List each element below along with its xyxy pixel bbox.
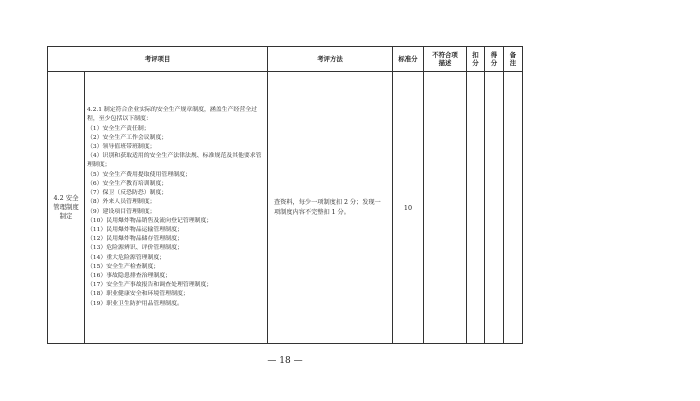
nonconformity-cell[interactable] (424, 72, 467, 344)
requirement-item: （2）安全生产工作会议制度； (87, 134, 168, 141)
header-nonconformity-line1: 不符合项 (432, 51, 458, 59)
standard-score-cell: 10 (393, 72, 424, 344)
evaluation-table (47, 46, 523, 344)
requirement-item: （10）民用爆炸物品销售及流向登记管理制度； (87, 217, 213, 224)
requirement-item: （16）事故隐患排查治理制度； (87, 272, 172, 279)
requirement-item: （1）安全生产责任制； (87, 125, 150, 132)
header-method: 考评方法 (268, 47, 393, 72)
requirement-item: （9）建设项目管理制度； (87, 208, 156, 215)
requirement-item: （14）重大危险源管理制度； (87, 254, 166, 261)
header-nonconformity (424, 47, 467, 72)
header-nonconformity-line2: 描述 (438, 59, 452, 67)
header-remark-label: 备注 (509, 51, 517, 67)
header-gain (485, 47, 504, 72)
method-cell: 查资料，每少一项制度扣 2 分；发现一项制度内容不完整扣 1 分。 (268, 72, 393, 344)
header-deduct-label: 扣分 (472, 51, 479, 67)
requirement-item: （6）安全生产教育培训制度； (87, 180, 168, 187)
requirement-item: （15）安全生产检查制度； (87, 263, 160, 270)
table-row (48, 72, 523, 344)
header-item: 考评项目 (48, 47, 268, 72)
requirement-list (87, 125, 264, 309)
header-deduct (467, 47, 485, 72)
requirement-item: （19）职业卫生防护用品管理制度。 (87, 300, 183, 307)
header-gain-label: 得分 (490, 51, 498, 67)
gain-cell[interactable] (485, 72, 504, 344)
requirement-item: （13）危险源辨识、评价管理制度； (87, 245, 183, 252)
category-label: 4.2 安全管理制度制定 (53, 194, 79, 220)
requirement-item: （11）民用爆炸物品运输管理制度； (87, 226, 183, 233)
header-standard-score: 标准分 (393, 47, 424, 72)
requirement-item: （4）识别和获取适用的安全生产法律法规、标准规范及其他要求管理制度； (87, 153, 262, 169)
page-number: — 18 — (267, 356, 303, 366)
requirement-item: （5）安全生产费用提取使用管理制度； (87, 171, 191, 178)
deduct-cell[interactable] (467, 72, 485, 344)
requirement-item: （8）外来人员管理制度； (87, 199, 156, 206)
requirement-item: （7）保卫（反恐防恐）制度； (87, 190, 168, 197)
header-remark (504, 47, 523, 72)
content-cell (85, 72, 268, 344)
remark-cell[interactable] (504, 72, 523, 344)
table-header-row (48, 47, 523, 72)
content-intro: 4.2.1 制定符合企业实际的安全生产规章制度，涵盖生产经营全过程，至少包括以下制度： (87, 107, 258, 123)
requirement-item: （17）安全生产事故报告和调查处理管理制度； (87, 282, 213, 289)
requirement-item: （3）领导值班带班制度； (87, 144, 156, 151)
category-cell (48, 72, 85, 344)
requirement-item: （18）职业健康安全和环境管理制度； (87, 291, 189, 298)
requirement-item: （12）民用爆炸物品储存管理制度； (87, 236, 183, 243)
